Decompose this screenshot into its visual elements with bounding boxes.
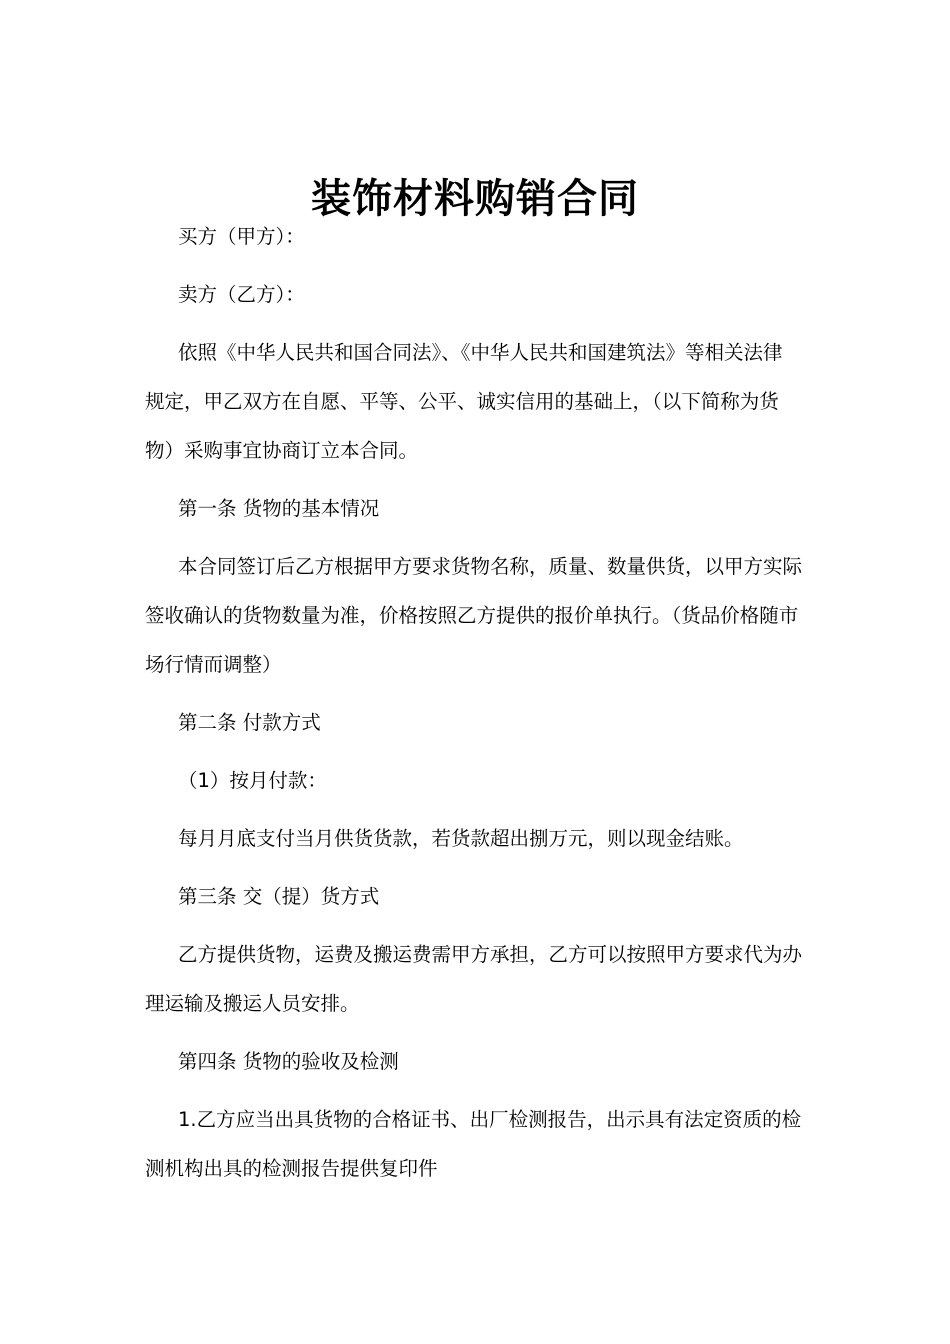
paragraph-line: 第四条 货物的验收及检测 — [178, 1050, 399, 1073]
document-title: 装饰材料购销合同 — [311, 175, 639, 222]
paragraph — [145, 872, 815, 921]
paragraph-line: 乙方提供货物，运费及搬运费需甲方承担，乙方可以按照甲方要求代为办 — [178, 943, 803, 966]
paragraph-line: 卖方（乙方）： — [178, 283, 305, 306]
paragraph-line: 物）采购事宜协商订立本合同。 — [145, 439, 419, 462]
paragraph-line: 测机构出具的检测报告提供复印件 — [145, 1157, 438, 1180]
paragraph-line: 签收确认的货物数量为准，价格按照乙方提供的报价单执行。（货品价格随市 — [145, 604, 799, 627]
paragraph-line: 理运输及搬运人员安排。 — [145, 992, 360, 1015]
paragraph — [145, 212, 815, 261]
paragraph-line: 买方（甲方）： — [178, 225, 305, 248]
paragraph-line: 本合同签订后乙方根据甲方要求货物名称，质量、数量供货，以甲方实际 — [178, 555, 803, 578]
paragraph-line: 每月月底支付当月供货货款，若货款超出捌万元，则以现金结账。 — [178, 827, 744, 850]
paragraph-line: 第二条 付款方式 — [178, 711, 321, 734]
paragraph-line: 规定，甲乙双方在自愿、平等、公平、诚实信用的基础上，（以下简称为货 — [145, 390, 779, 413]
paragraph — [145, 814, 815, 863]
paragraph — [145, 698, 815, 747]
paragraph — [145, 484, 815, 533]
paragraph — [145, 930, 815, 1028]
paragraph-line: 场行情而调整） — [145, 653, 282, 676]
paragraph — [145, 1037, 815, 1086]
paragraph — [145, 756, 815, 805]
paragraph-line: （1）按月付款： — [178, 769, 327, 792]
paragraph — [145, 270, 815, 319]
paragraph-line: 1.乙方应当出具货物的合格证书、出厂检测报告，出示具有法定资质的检 — [178, 1108, 802, 1131]
paragraph — [145, 328, 815, 475]
paragraph — [145, 1095, 815, 1193]
document-body — [145, 212, 815, 1202]
paragraph-line: 第三条 交（提）货方式 — [178, 885, 380, 908]
paragraph-line: 依照《中华人民共和国合同法》、《中华人民共和国建筑法》等相关法律 — [178, 341, 783, 364]
paragraph-line: 第一条 货物的基本情况 — [178, 497, 380, 520]
paragraph — [145, 542, 815, 689]
